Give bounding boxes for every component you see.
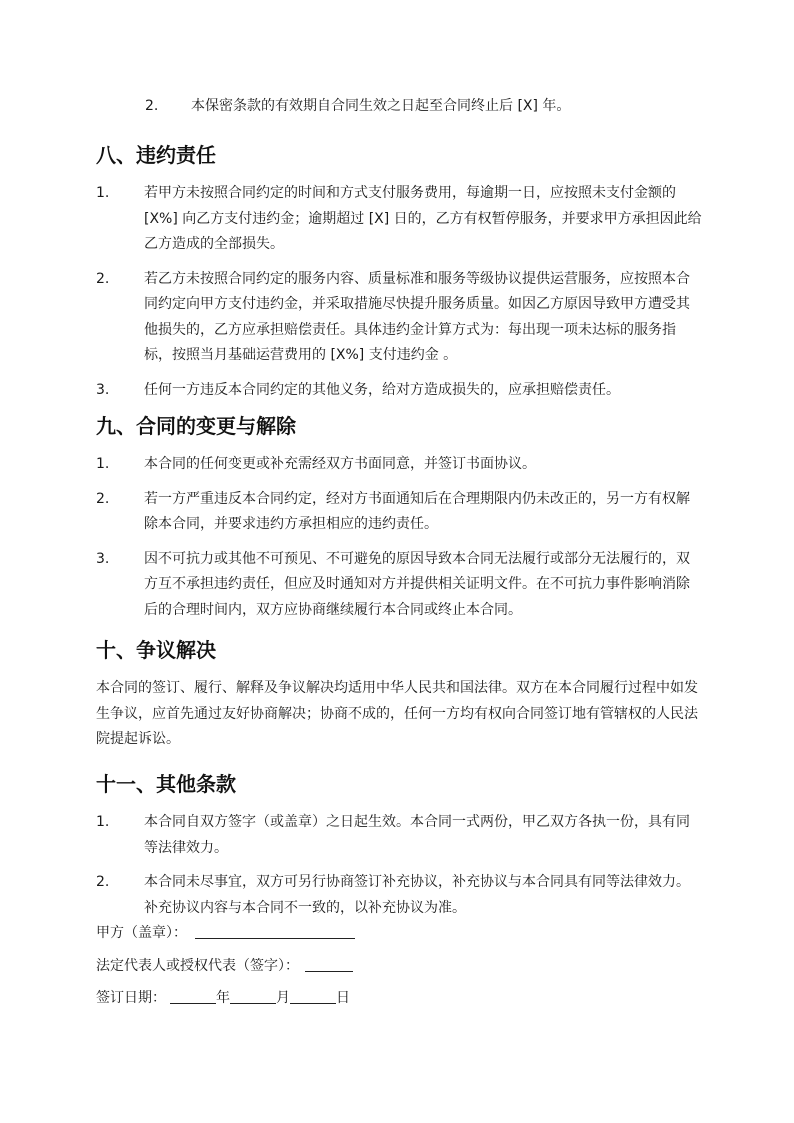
date-label: 签订日期： <box>96 990 166 1006</box>
year-label: 年 <box>216 990 230 1006</box>
section-heading: 九、合同的变更与解除 <box>96 414 296 438</box>
list-item <box>96 378 702 404</box>
month-label: 月 <box>276 990 290 1006</box>
day-blank[interactable] <box>290 989 336 1004</box>
item-number: 1. <box>96 456 110 472</box>
item-text: 若乙方未按照合同约定的服务内容、质量标准和服务等级协议提供运营服务，应按照本合同约定向甲方支付违约金，并采取措施尽快提升服务质量。如因乙方原因导致甲方遭受其他损失的，乙方应承担赔偿责任。具体违约金计算方式为：每出现一项未达标的服务指标，按照当月基础运营费用的 [X%] 支付违约金 。 <box>144 270 690 363</box>
item-text: 若甲方未按照合同约定的时间和方式支付服务费用，每逾期一日，应按照未支付金额的 [X%] 向乙方支付违约金；逾期超过 [X] 日的，乙方有权暂停服务，并要求甲方承担因此给乙方造成的全部损失。 <box>144 185 702 252</box>
item-text: 本合同自双方签字（或盖章）之日起生效。本合同一式两份，甲乙双方各执一份，具有同等法律效力。 <box>144 814 690 856</box>
section-dispute-resolution <box>96 636 702 753</box>
list-item <box>96 547 702 624</box>
item-number: 3. <box>96 381 110 398</box>
item-number: 1. <box>96 185 110 201</box>
item-text: 若一方严重违反本合同约定，经对方书面通知后在合理期限内仍未改正的，另一方有权解除本合同，并要求违约方承担相应的违约责任。 <box>144 490 690 532</box>
party-a-label: 甲方（盖章）： <box>96 925 187 941</box>
section-heading: 十、争议解决 <box>96 638 216 662</box>
item-number: 3. <box>96 550 110 567</box>
list-item <box>96 452 702 478</box>
representative-signature-line <box>96 955 353 977</box>
item-number: 2. <box>96 490 110 507</box>
section-heading: 十一、其他条款 <box>96 772 236 796</box>
section-other-terms <box>96 770 702 930</box>
confidentiality-term-item <box>145 95 705 117</box>
item-text: 本合同的任何变更或补充需经双方书面同意，并签订书面协议。 <box>144 456 536 472</box>
item-number: 2. <box>96 874 110 890</box>
list-item <box>96 810 702 861</box>
year-blank[interactable] <box>170 989 216 1004</box>
section-contract-change <box>96 412 702 632</box>
item-number: 2. <box>145 98 159 114</box>
section-heading: 八、违约责任 <box>96 143 216 167</box>
item-text: 本保密条款的有效期自合同生效之日起至合同终止后 [X] 年。 <box>191 98 571 114</box>
list-item <box>96 870 702 921</box>
item-number: 2. <box>96 270 110 287</box>
signing-date-line <box>96 987 350 1009</box>
item-text: 任何一方违反本合同约定的其他义务，给对方造成损失的，应承担赔偿责任。 <box>144 381 620 398</box>
representative-label: 法定代表人或授权代表（签字）： <box>96 958 299 974</box>
section-paragraph: 本合同的签订、履行、解释及争议解决均适用中华人民共和国法律。双方在本合同履行过程中如发生争议，应首先通过友好协商解决；协商不成的，任何一方均有权向合同签订地有管辖权的人民法院提起诉讼。 <box>96 680 698 747</box>
item-text: 因不可抗力或其他不可预见、不可避免的原因导致本合同无法履行或部分无法履行的，双方互不承担违约责任，但应及时通知对方并提供相关证明文件。在不可抗力事件影响消除后的合理时间内，双方应协商继续履行本合同或终止本合同。 <box>144 550 690 618</box>
section-breach-liability <box>96 141 702 412</box>
party-a-seal-blank[interactable] <box>195 924 355 939</box>
list-item <box>96 181 702 258</box>
list-item <box>96 267 702 369</box>
party-a-seal-line <box>96 922 355 944</box>
list-item <box>96 487 702 538</box>
item-number: 1. <box>96 814 110 830</box>
item-text: 本合同未尽事宜，双方可另行协商签订补充协议，补充协议与本合同具有同等法律效力。补充协议内容与本合同不一致的，以补充协议为准。 <box>144 874 690 916</box>
day-label: 日 <box>336 990 350 1006</box>
month-blank[interactable] <box>230 989 276 1004</box>
representative-signature-blank[interactable] <box>305 957 353 972</box>
